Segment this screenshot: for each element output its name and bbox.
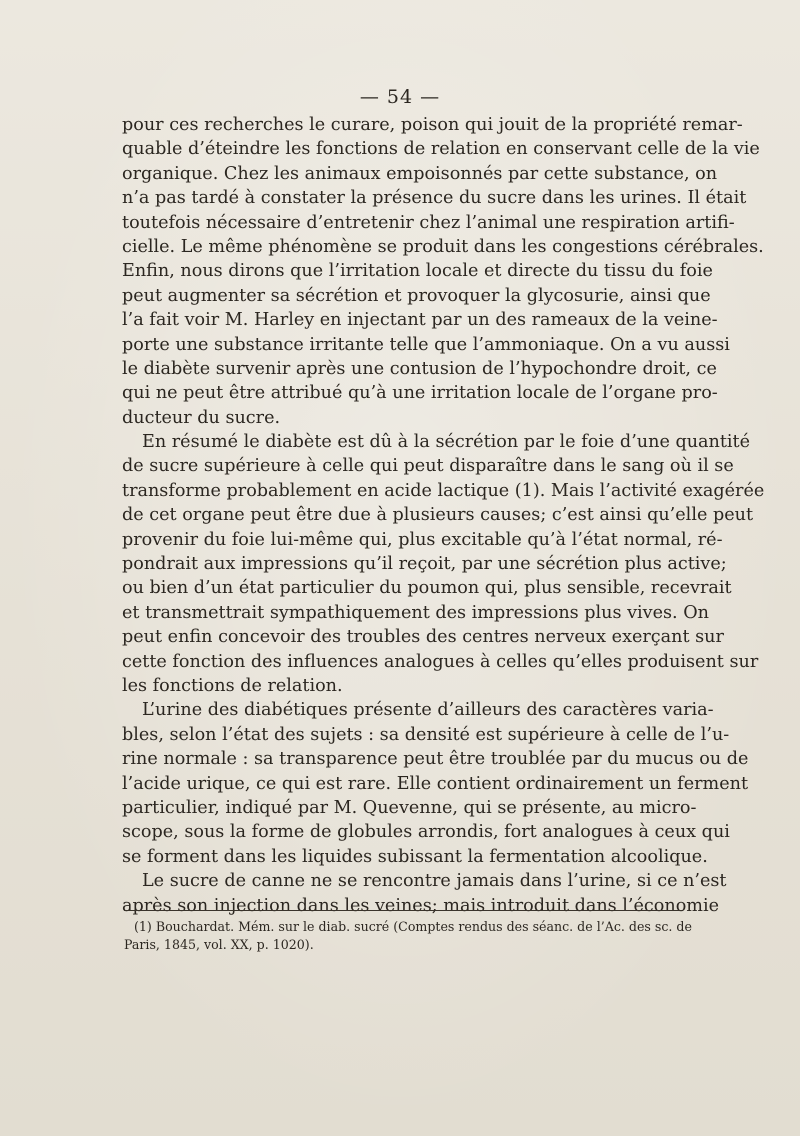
body-line: provenir du foie lui-même qui, plus excitable qu’à l’état normal, ré- <box>122 529 723 550</box>
body-line: pondrait aux impressions qu’il reçoit, par une sécrétion plus active; <box>122 554 727 575</box>
paragraph-end-line: les fonctions de relation. <box>122 675 343 696</box>
body-line: l’a fait voir M. Harley en injectant par un des rameaux de la veine- <box>122 310 718 331</box>
body-text <box>122 113 765 918</box>
footnote-line: Paris, 1845, vol. XX, p. 1020). <box>124 937 314 952</box>
body-line: qui ne peut être attribué qu’à une irritation locale de l’organe pro- <box>122 383 718 404</box>
body-line: l’acide urique, ce qui est rare. Elle contient ordinairement un ferment <box>122 773 749 794</box>
body-line: porte une substance irritante telle que l’ammoniaque. On a vu aussi <box>122 334 730 355</box>
body-line: pour ces recherches le curare, poison qui jouit de la propriété remar- <box>122 115 743 135</box>
body-line: se forment dans les liquides subissant la fermentation alcoolique. <box>122 846 708 867</box>
body-line: ou bien d’un état particulier du poumon qui, plus sensible, recevrait <box>122 578 732 599</box>
body-line: le diabète survenir après une contusion de l’hypochondre droit, ce <box>122 358 717 379</box>
body-line: peut augmenter sa sécrétion et provoquer la glycosurie, ainsi que <box>122 285 711 306</box>
body-line: quable d’éteindre les fonctions de relation en conservant celle de la vie <box>122 139 760 160</box>
footnote-divider <box>124 910 682 911</box>
paragraph-start-line: En résumé le diabète est dû à la sécrétion par le foie d’une quantité <box>142 432 751 453</box>
body-line: cette fonction des influences analogues à celles qu’elles produisent sur <box>122 651 759 672</box>
body-line: après son injection dans les veines; mais introduit dans l’économie <box>122 895 720 916</box>
body-line: organique. Chez les animaux empoisonnés par cette substance, on <box>122 163 718 184</box>
body-line: et transmettrait sympathiquement des impressions plus vives. On <box>122 602 710 623</box>
body-line: particulier, indiqué par M. Quevenne, qui se présente, au micro- <box>122 797 697 818</box>
body-line: cielle. Le même phénomène se produit dans les congestions cérébrales. <box>122 236 764 257</box>
body-line: Enfin, nous dirons que l’irritation locale et directe du tissu du foie <box>122 261 713 282</box>
paragraph-end-line: ducteur du sucre. <box>122 407 281 428</box>
paragraph-start-line: L’urine des diabétiques présente d’ailleurs des caractères varia- <box>142 700 714 721</box>
body-line: peut enfin concevoir des troubles des centres nerveux exerçant sur <box>122 627 724 648</box>
page-number: — 54 — <box>359 86 441 108</box>
body-line: toutefois nécessaire d’entretenir chez l’animal une respiration artifi- <box>122 212 735 233</box>
body-line: bles, selon l’état des sujets : sa densité est supérieure à celle de l’u- <box>122 724 730 745</box>
body-line: rine normale : sa transparence peut être troublée par du mucus ou de <box>122 749 749 770</box>
footnotes <box>124 918 692 954</box>
body-line: transforme probablement en acide lactique (1). Mais l’activité exagérée <box>122 480 765 501</box>
body-line: de sucre supérieure à celle qui peut disparaître dans le sang où il se <box>122 456 734 477</box>
paragraph-start-line: Le sucre de canne ne se rencontre jamais dans l’urine, si ce n’est <box>142 871 727 892</box>
footnote-line: (1) Bouchardat. Mém. sur le diab. sucré (Comptes rendus des séanc. de l’Ac. des sc. de <box>134 919 692 934</box>
body-line: de cet organe peut être due à plusieurs causes; c’est ainsi qu’elle peut <box>122 505 754 526</box>
body-line: scope, sous la forme de globules arrondis, fort analogues à ceux qui <box>122 822 730 843</box>
body-line: n’a pas tardé à constater la présence du sucre dans les urines. Il était <box>122 188 747 209</box>
